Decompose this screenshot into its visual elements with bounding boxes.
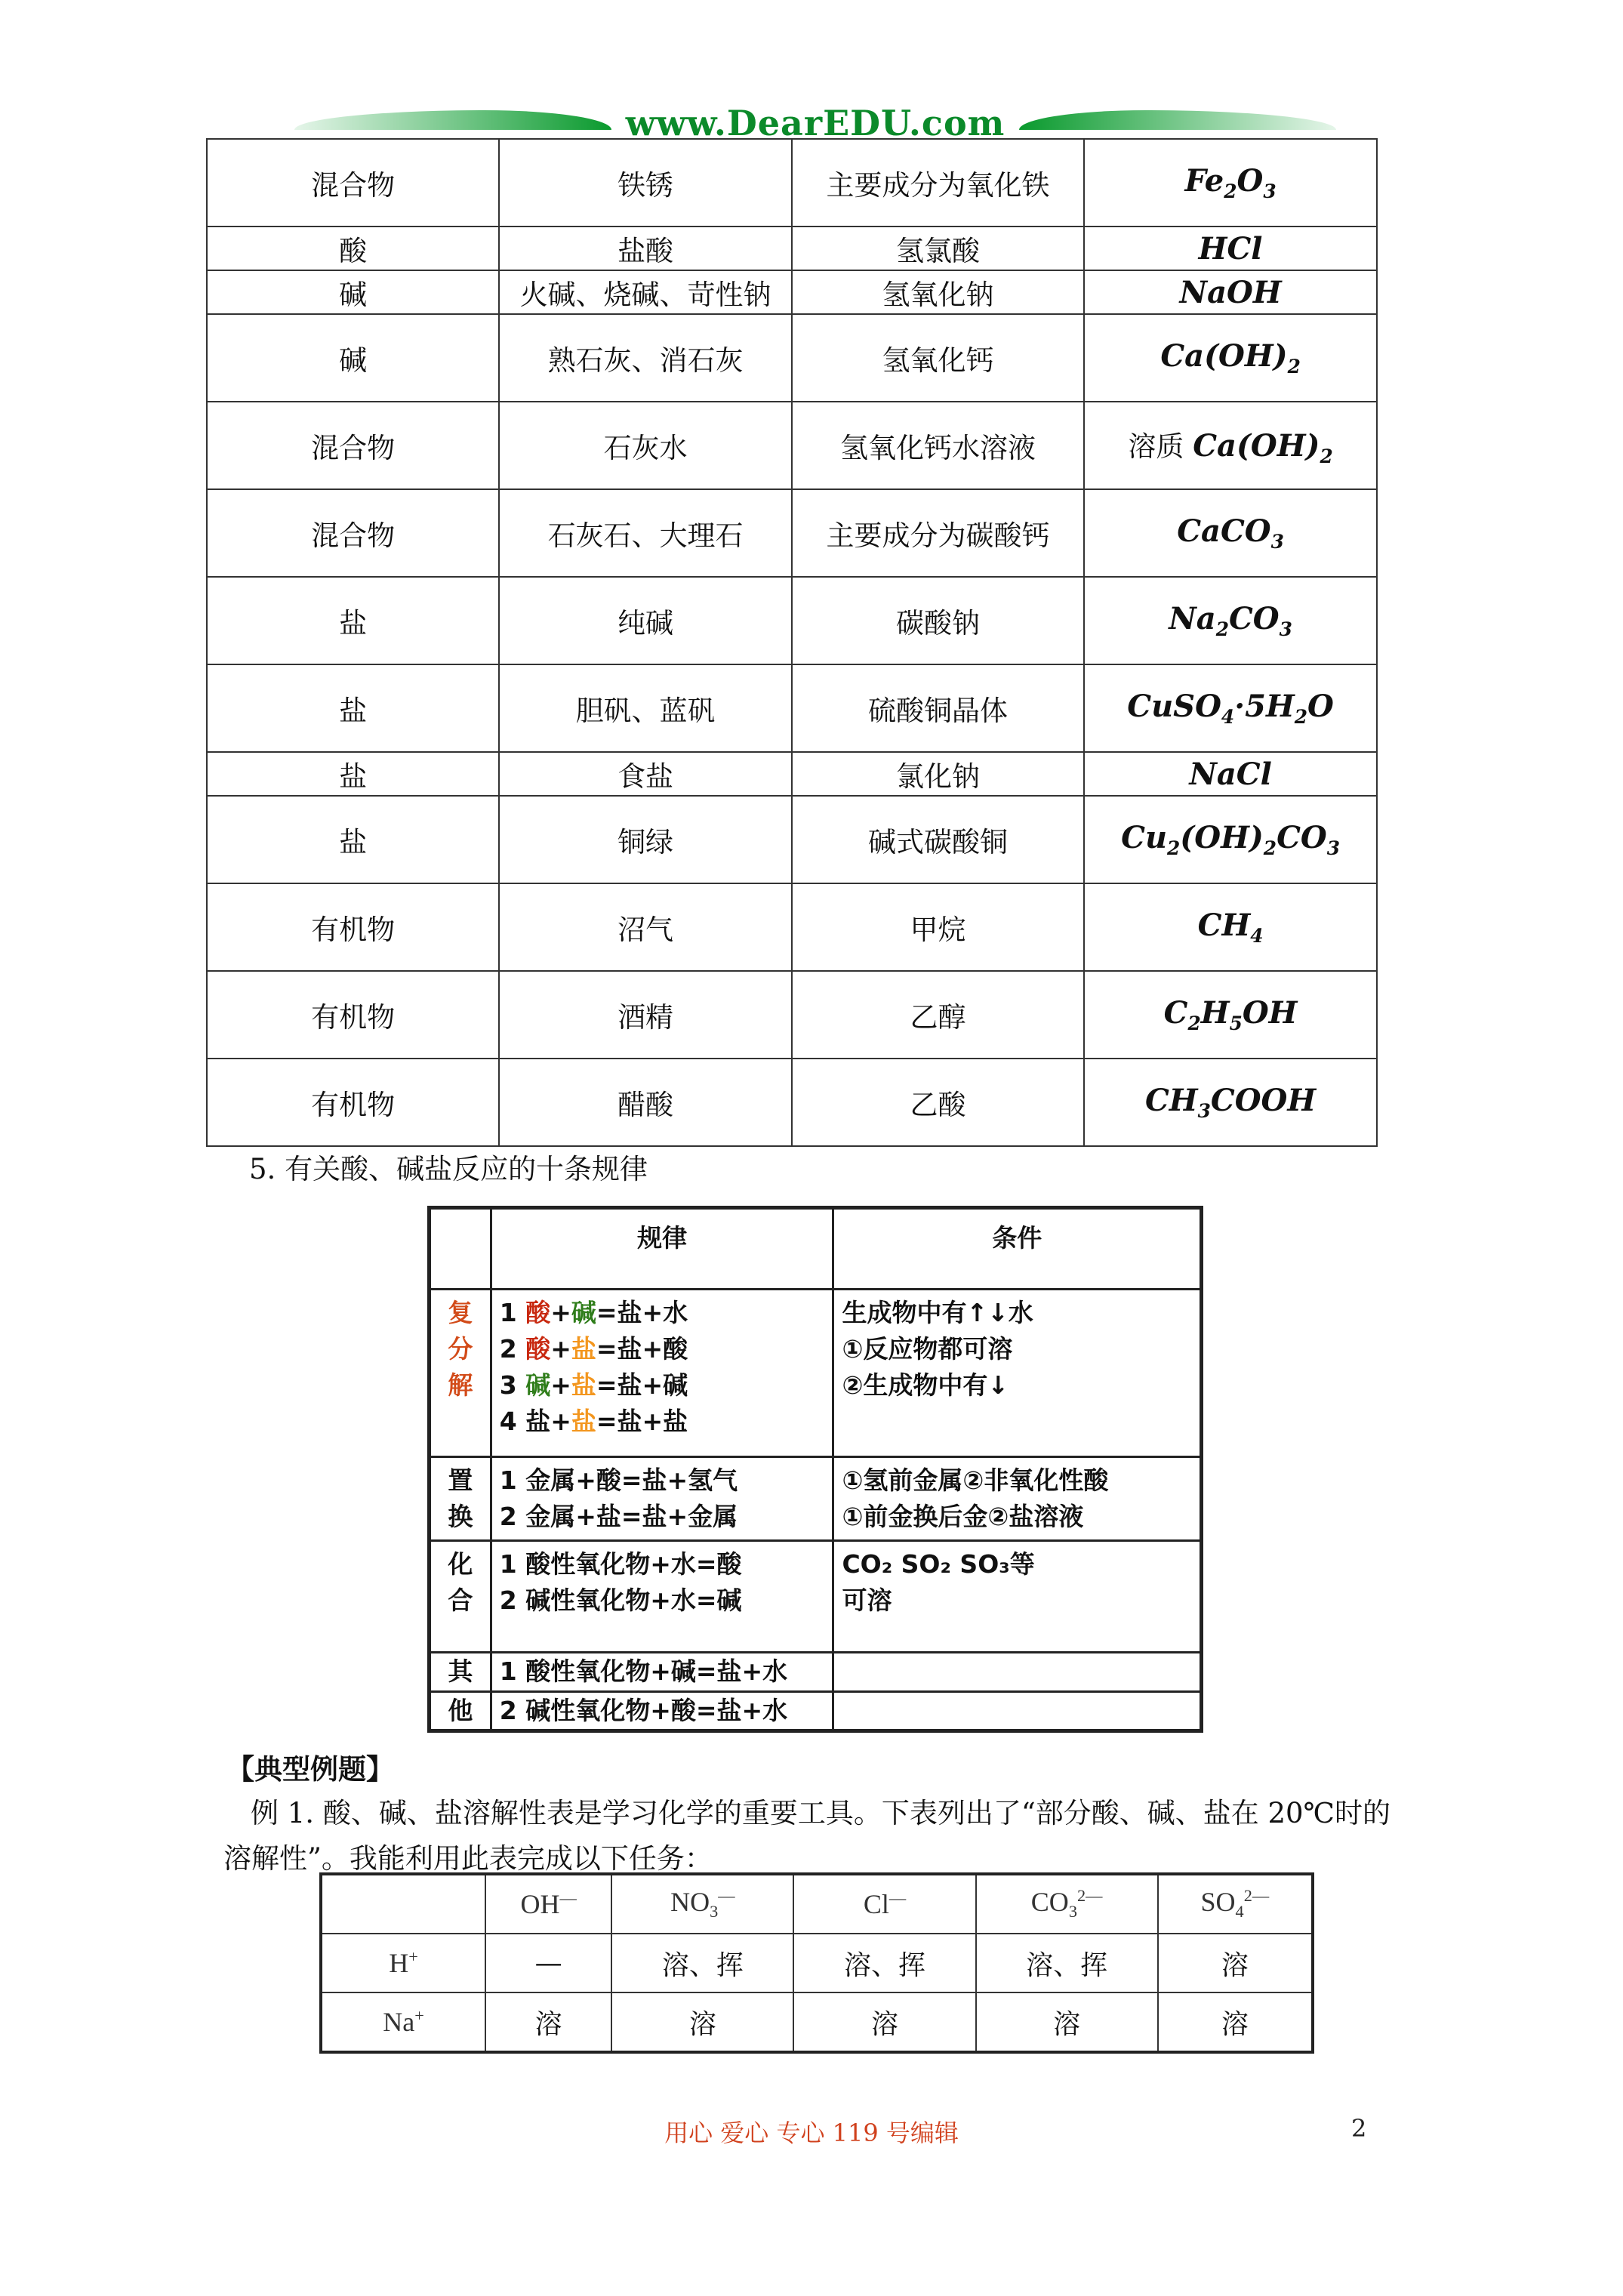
substance-name: 氢氯酸 [792,227,1084,270]
substance-common: 酒精 [499,971,791,1059]
substance-name: 碱式碳酸铜 [792,796,1084,883]
substance-common: 火碱、烧碱、苛性钠 [499,270,791,314]
substance-formula: $CH_3COOH$ [1084,1059,1377,1146]
substance-row [207,139,1377,227]
substance-category: 盐 [207,796,499,883]
substance-formula: HCl [1084,227,1377,270]
anion-cl: Cl— [793,1874,975,1934]
substance-common: 食盐 [499,752,791,796]
substance-common: 铜绿 [499,796,791,883]
substance-name: 氢氧化钙 [792,314,1084,402]
conditions-combination: CO₂ SO₂ SO₃等 可溶 [833,1541,1202,1653]
substance-formula: NaCl [1084,752,1377,796]
rule-line: 3 碱+盐=盐+碱 [499,1370,688,1400]
solubility-cell: 溶 [976,1992,1158,2052]
rules-other-2: 2 碱性氧化物+酸=盐+水 [491,1692,833,1731]
substance-table [206,138,1378,1147]
substance-formula: $CuSO_4\cdot 5H_2O$ [1084,664,1377,752]
substance-category: 混合物 [207,489,499,577]
rules-corner-cell [430,1208,491,1290]
substance-formula: $CH_4$ [1084,883,1377,971]
substance-name: 甲烷 [792,883,1084,971]
substance-category: 盐 [207,577,499,664]
substance-category: 有机物 [207,1059,499,1146]
substance-formula: $Ca(OH)_2$ [1084,314,1377,402]
anion-no3: $NO_3^—$ [611,1874,793,1934]
substance-category: 碱 [207,314,499,402]
conditions-other-1 [833,1653,1202,1692]
site-name: www.DearEDU.com [625,103,1006,143]
rules-decomposition [491,1290,833,1457]
substance-row [207,796,1377,883]
page-number: 2 [1351,2114,1367,2143]
section-5-title: 5. 有关酸、碱盐反应的十条规律 [249,1153,648,1185]
substance-common: 胆矾、蓝矾 [499,664,791,752]
substance-name: 乙酸 [792,1059,1084,1146]
cation-na: Na+ [321,1992,485,2052]
reaction-rules-table [427,1206,1203,1733]
substance-row [207,577,1377,664]
examples-heading: 【典型例题】 [226,1752,394,1786]
substance-formula: 溶质 $Ca(OH)_2$ [1084,402,1377,489]
substance-common: 熟石灰、消石灰 [499,314,791,402]
substance-row [207,752,1377,796]
substance-category: 有机物 [207,883,499,971]
substance-formula: NaOH [1084,270,1377,314]
group-label-other-2: 他 [430,1692,491,1731]
substance-row [207,664,1377,752]
solubility-cell: 溶、挥 [976,1934,1158,1992]
group-label-decomposition: 复 分 解 [430,1290,491,1457]
solubility-cell: 溶、挥 [793,1934,975,1992]
substance-name: 氢氧化钙水溶液 [792,402,1084,489]
substance-name: 主要成分为氧化铁 [792,139,1084,227]
substance-name: 硫酸铜晶体 [792,664,1084,752]
rule-line: 1 酸+碱=盐+水 [499,1298,688,1327]
anion-oh: OH— [485,1874,611,1934]
substance-row [207,314,1377,402]
substance-row [207,402,1377,489]
rules-combination: 1 酸性氧化物+水=酸 2 碱性氧化物+水=碱 [491,1541,833,1653]
cation-h: H+ [321,1934,485,1992]
solubility-cell: 溶 [793,1992,975,2052]
substance-name: 氯化钠 [792,752,1084,796]
footer-text: 用心 爱心 专心 119 号编辑 [664,2119,959,2147]
solubility-cell: 溶 [485,1992,611,2052]
substance-common: 石灰石、大理石 [499,489,791,577]
conditions-other-2 [833,1692,1202,1731]
anion-so4: $SO_4^{2—}$ [1158,1874,1313,1934]
substance-formula: $Na_2CO_3$ [1084,577,1377,664]
substance-row [207,883,1377,971]
substance-category: 盐 [207,752,499,796]
group-label-combination: 化 合 [430,1541,491,1653]
substance-common: 铁锈 [499,139,791,227]
substance-row [207,971,1377,1059]
group-label-other-1: 其 [430,1653,491,1692]
substance-category: 碱 [207,270,499,314]
rule-line: 2 酸+盐=盐+酸 [499,1334,688,1364]
substance-formula: $Cu_2(OH)_2CO_3$ [1084,796,1377,883]
rules-other-1: 1 酸性氧化物+碱=盐+水 [491,1653,833,1692]
anion-co3: $CO_3^{2—}$ [976,1874,1158,1934]
substance-name: 主要成分为碳酸钙 [792,489,1084,577]
solubility-cell: 溶 [1158,1934,1313,1992]
group-label-replacement: 置 换 [430,1457,491,1541]
solubility-cell: 溶 [1158,1992,1313,2052]
conditions-replacement: ①氢前金属②非氧化性酸 ①前金换后金②盐溶液 [833,1457,1202,1541]
solubility-table [319,1872,1314,2054]
rules-header-rule: 规律 [491,1208,833,1290]
substance-category: 有机物 [207,971,499,1059]
substance-name: 氢氧化钠 [792,270,1084,314]
substance-category: 混合物 [207,139,499,227]
substance-common: 盐酸 [499,227,791,270]
substance-category: 混合物 [207,402,499,489]
substance-row [207,270,1377,314]
substance-formula: $Fe_2O_3$ [1084,139,1377,227]
rules-header-condition: 条件 [833,1208,1202,1290]
solubility-cell: 溶、挥 [611,1934,793,1992]
substance-row [207,227,1377,270]
substance-category: 酸 [207,227,499,270]
substance-name: 乙醇 [792,971,1084,1059]
solubility-cell: 溶 [611,1992,793,2052]
substance-category: 盐 [207,664,499,752]
substance-common: 沼气 [499,883,791,971]
conditions-decomposition: 生成物中有↑↓水 ①反应物都可溶 ②生成物中有↓ [833,1290,1202,1457]
substance-row [207,1059,1377,1146]
substance-common: 石灰水 [499,402,791,489]
substance-common: 纯碱 [499,577,791,664]
substance-name: 碳酸钠 [792,577,1084,664]
substance-row [207,489,1377,577]
substance-common: 醋酸 [499,1059,791,1146]
rule-line: 4 盐+盐=盐+盐 [499,1407,688,1436]
solubility-cell: — [485,1934,611,1992]
substance-formula: CaCO$_3$ [1084,489,1377,577]
substance-formula: $C_2H_5OH$ [1084,971,1377,1059]
rules-replacement: 1 金属+酸=盐+氢气 2 金属+盐=盐+金属 [491,1457,833,1541]
example-1-text: 例 1. 酸、碱、盐溶解性表是学习化学的重要工具。下表列出了“部分酸、碱、盐在 20℃时的溶解性”。我能利用此表完成以下任务： [223,1797,1390,1875]
solubility-corner [321,1874,485,1934]
